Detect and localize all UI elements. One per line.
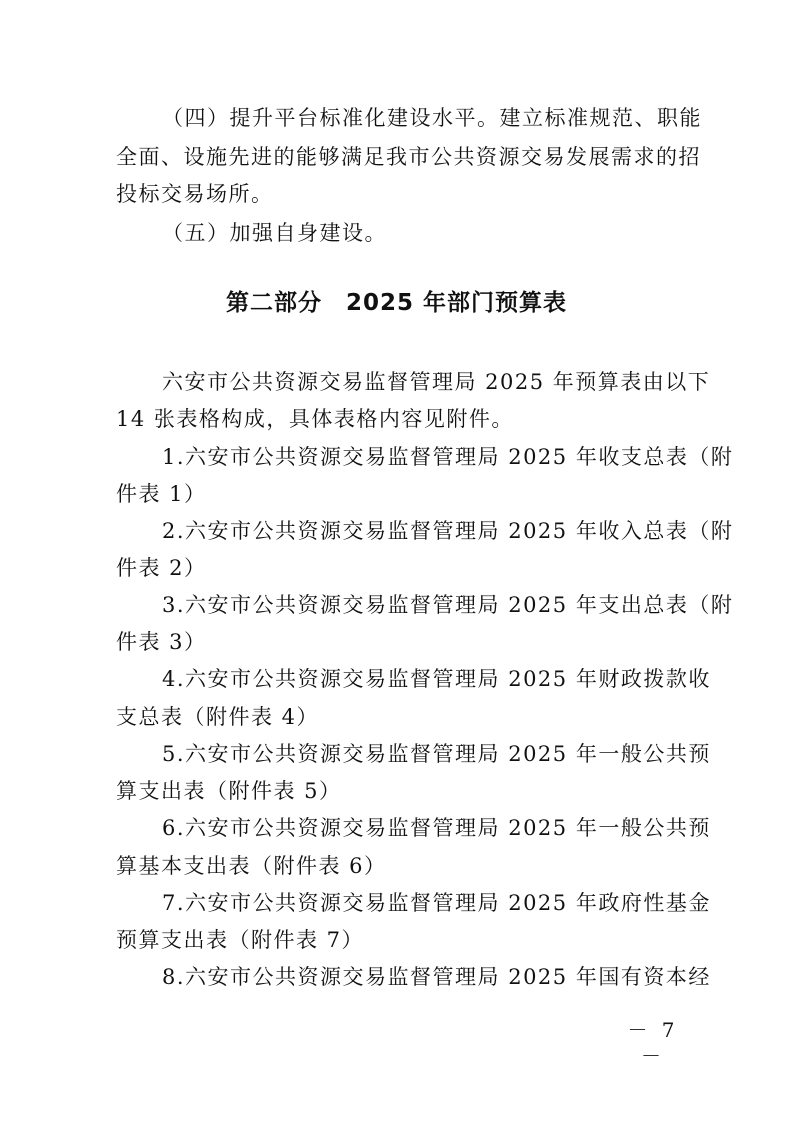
section-four-line-1: （四）提升平台标准化建设水平。建立标准规范、职能 — [162, 106, 702, 130]
item-2-line-1: 2.六安市公共资源交易监督管理局 2025 年收入总表（附 — [162, 519, 734, 543]
item-3-line-1: 3.六安市公共资源交易监督管理局 2025 年支出总表（附 — [162, 593, 734, 617]
item-6-line-2: 算基本支出表（附件表 6） — [116, 854, 387, 878]
item-3-line-2: 件表 3） — [116, 630, 207, 654]
section-five-heading: （五）加强自身建设。 — [162, 221, 387, 245]
item-1-line-2: 件表 1） — [116, 482, 207, 506]
intro-line-1: 六安市公共资源交易监督管理局 2025 年预算表由以下 — [162, 370, 711, 394]
intro-line-2: 14 张表格构成，具体表格内容见附件。 — [116, 407, 514, 431]
item-7-line-2: 预算支出表（附件表 7） — [116, 928, 365, 952]
item-4-line-2: 支总表（附件表 4） — [116, 705, 320, 729]
part-two-title: 第二部分 2025 年部门预算表 — [225, 290, 568, 316]
item-2-line-2: 件表 2） — [116, 556, 207, 580]
item-7-line-1: 7.六安市公共资源交易监督管理局 2025 年政府性基金 — [162, 891, 711, 915]
item-6-line-1: 6.六安市公共资源交易监督管理局 2025 年一般公共预 — [162, 816, 711, 840]
item-4-line-1: 4.六安市公共资源交易监督管理局 2025 年财政拨款收 — [162, 667, 711, 691]
item-5-line-1: 5.六安市公共资源交易监督管理局 2025 年一般公共预 — [162, 742, 711, 766]
section-four-line-3: 投标交易场所。 — [116, 182, 274, 206]
item-5-line-2: 算支出表（附件表 5） — [116, 779, 342, 803]
page-number: － 7 － — [627, 1018, 679, 1068]
section-four-line-2: 全面、设施先进的能够满足我市公共资源交易发展需求的招 — [116, 145, 701, 169]
item-8-line-1: 8.六安市公共资源交易监督管理局 2025 年国有资本经 — [162, 965, 711, 989]
item-1-line-1: 1.六安市公共资源交易监督管理局 2025 年收支总表（附 — [162, 445, 734, 469]
